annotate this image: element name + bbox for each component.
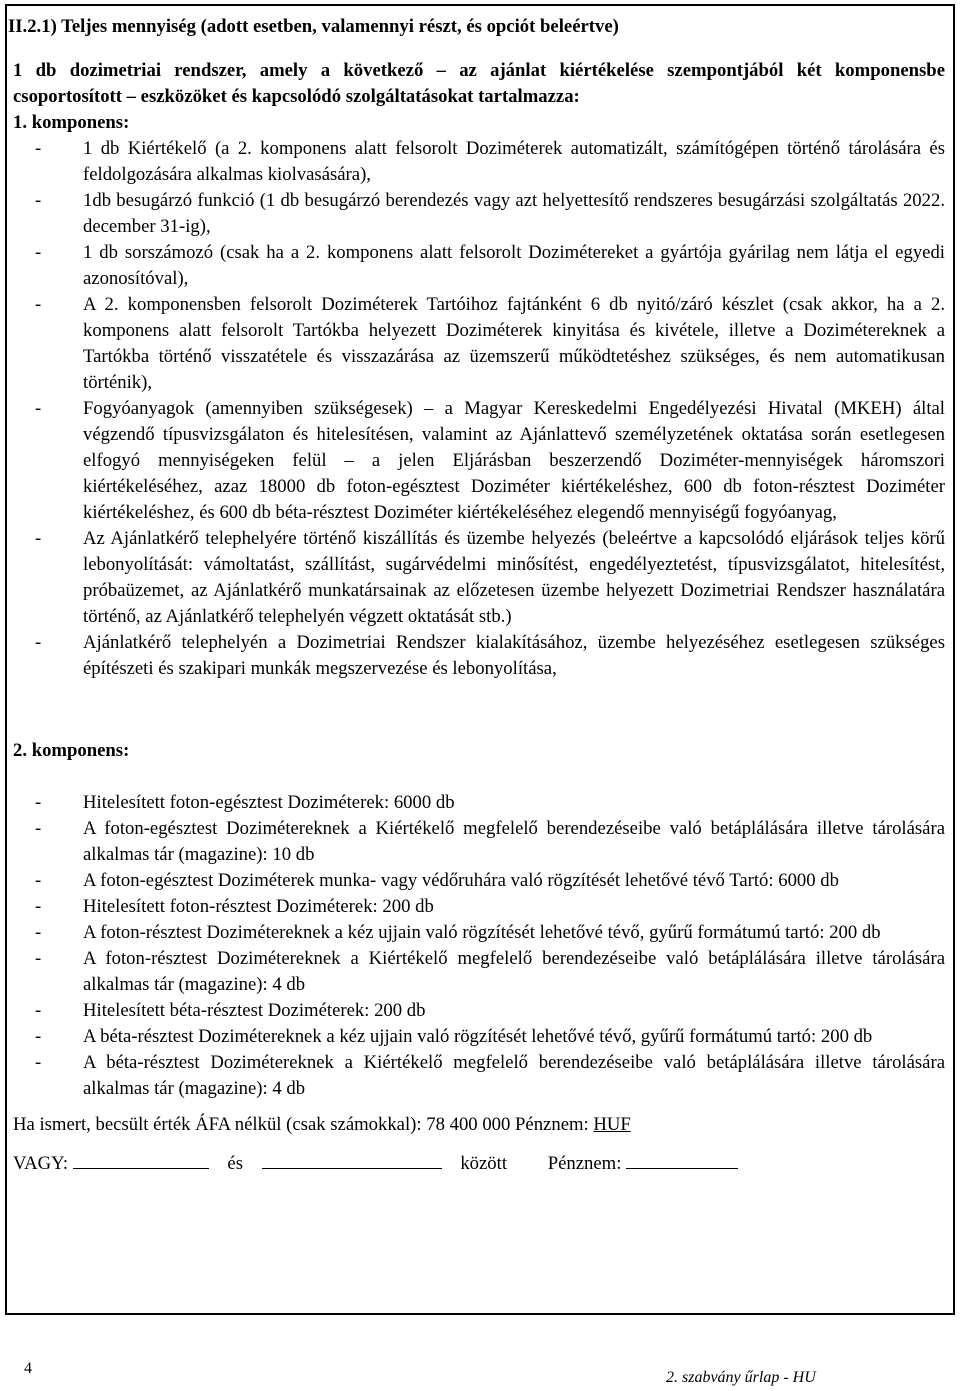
list-item bbox=[13, 526, 945, 630]
currency-blank bbox=[626, 1150, 738, 1169]
range-line bbox=[13, 1150, 945, 1177]
list-item bbox=[13, 894, 945, 920]
list-item bbox=[13, 1024, 945, 1050]
list-item-text: A foton-résztest Dozimétereknek a Kiértékelő megfelelő berendezéseibe való betáplálására illetve tárolására alkalmas tár (magazine): 4 db bbox=[83, 948, 945, 995]
list-item-text: Az Ajánlatkérő telephelyére történő kiszállítás és üzembe helyezés (beleértve a kapcsolódó eljárások teljes körű lebonyolítását: vámoltatást, szállítást, sugárvédelmi minősítést, engedélyeztetést, típusvizsgálatot, hitelesítést, próbaüzemet, az Ajánlatkérő munkatársainak az előzetesen üzembe helyezett Dozimetriai Rendszer használatára történő, az Ajánlatkérő telephelyén végzett oktatását stb.) bbox=[83, 528, 945, 627]
list-item bbox=[13, 136, 945, 188]
kozott-label: között bbox=[460, 1153, 508, 1174]
list-dash: - bbox=[35, 922, 42, 943]
es-label: és bbox=[227, 1153, 243, 1174]
list-item-text: A 2. komponensben felsorolt Doziméterek Tartóihoz fajtánként 6 db nyitó/záró készlet (csak akkor, ha a 2. komponens alatt felsorolt Tartókba helyezett Doziméterek kinyitása és kivétele, illetve a Dozimétereknek a Tartókba történő visszatétele és visszazárása az üzemszerű működtetéshez szükséges, és nem automatikusan történik), bbox=[83, 294, 945, 393]
list-dash: - bbox=[35, 896, 42, 917]
page-number: 4 bbox=[24, 1360, 32, 1377]
list-dash: - bbox=[35, 1052, 42, 1073]
currency-value: HUF bbox=[593, 1114, 631, 1135]
list-item-text: A béta-résztest Dozimétereknek a Kiértékelő megfelelő berendezéseibe való betáplálására illetve tárolására alkalmas tár (magazine): 4 db bbox=[83, 1052, 945, 1099]
list-dash: - bbox=[35, 1026, 42, 1047]
estimated-value-line bbox=[13, 1112, 945, 1138]
list-item-text: A foton-résztest Dozimétereknek a kéz ujjain való rögzítését lehetővé tévő, gyűrű formátumú tartó: 200 db bbox=[83, 922, 881, 943]
range-to-blank bbox=[262, 1150, 442, 1169]
list-item-text: Hitelesített foton-egésztest Doziméterek: 6000 db bbox=[83, 792, 455, 813]
form-label: 2. szabvány űrlap - HU bbox=[666, 1369, 816, 1386]
estimated-value-label: Ha ismert, becsült érték ÁFA nélkül (csak számokkal): 78 400 000 Pénznem: bbox=[13, 1114, 589, 1135]
list-item-text: Fogyóanyagok (amennyiben szükségesek) – a Magyar Kereskedelmi Engedélyezési Hivatal (MKEH) által végzendő típusvizsgálaton és hitelesítésen, valamint az Ajánlattevő személyzetének oktatása során esetlegesen elfogyó mennyiségeken felül – a jelen Eljárásban beszerzendő Doziméter-mennyiségek háromszori kiértékeléséhez, azaz 18000 db foton-egésztest Doziméter kiértékeléshez, 600 db foton-résztest Doziméter kiértékeléshez, és 600 db béta-résztest Doziméter kiértékeléséhez elegendő mennyiségű fogyóanyag, bbox=[83, 398, 945, 523]
list-dash: - bbox=[35, 138, 42, 159]
list-item-text: A béta-résztest Dozimétereknek a kéz ujjain való rögzítését lehetővé tévő, gyűrű formátumú tartó: 200 db bbox=[83, 1026, 873, 1047]
list-item-text: 1 db sorszámozó (csak ha a 2. komponens alatt felsorolt Dozimétereket a gyártója gyárilag nem látja el egyedi azonosítóval), bbox=[83, 242, 945, 289]
list-item-text: Hitelesített foton-résztest Doziméterek: 200 db bbox=[83, 896, 434, 917]
list-item bbox=[13, 396, 945, 526]
list-dash: - bbox=[35, 528, 42, 549]
section-title: II.2.1) Teljes mennyiség (adott esetben, valamennyi részt, és opciót beleértve) bbox=[8, 16, 619, 37]
list-item bbox=[13, 816, 945, 868]
list-dash: - bbox=[35, 242, 42, 263]
list-item-text: Ajánlatkérő telephelyén a Dozimetriai Rendszer kialakításához, üzembe helyezéséhez esetlegesen szükséges építészeti és szakipari munkák megszervezése és lebonyolítása, bbox=[83, 632, 945, 679]
component1-list bbox=[13, 136, 945, 682]
list-item bbox=[13, 188, 945, 240]
list-dash: - bbox=[35, 792, 42, 813]
list-dash: - bbox=[35, 948, 42, 969]
list-item-text: 1 db Kiértékelő (a 2. komponens alatt felsorolt Doziméterek automatizált, számítógépen történő tárolására és feldolgozására alkalmas kiolvasására), bbox=[83, 138, 945, 185]
list-item bbox=[13, 946, 945, 998]
penznem-label: Pénznem: bbox=[547, 1153, 622, 1174]
section-content bbox=[13, 58, 945, 1177]
intro-paragraph: 1 db dozimetriai rendszer, amely a következő – az ajánlat kiértékelése szempontjából két komponensbe csoportosított – eszközöket és kapcsolódó szolgáltatásokat tartalmazza: bbox=[13, 60, 945, 107]
list-item-text: Hitelesített béta-résztest Doziméterek: 200 db bbox=[83, 1000, 426, 1021]
list-dash: - bbox=[35, 1000, 42, 1021]
list-item bbox=[13, 240, 945, 292]
list-dash: - bbox=[35, 294, 42, 315]
list-item bbox=[13, 1050, 945, 1102]
list-item bbox=[13, 868, 945, 894]
list-item bbox=[13, 998, 945, 1024]
list-item-text: 1db besugárzó funkció (1 db besugárzó berendezés vagy azt helyettesítő rendszeres besugárzási szolgáltatás 2022. december 31-ig), bbox=[83, 190, 945, 237]
list-item-text: A foton-egésztest Dozimétereknek a Kiértékelő megfelelő berendezéseibe való betáplálására illetve tárolására alkalmas tár (magazine): 10 db bbox=[83, 818, 945, 865]
list-item-text: A foton-egésztest Doziméterek munka- vagy védőruhára való rögzítését lehetővé tévő Tartó: 6000 db bbox=[83, 870, 839, 891]
list-dash: - bbox=[35, 398, 42, 419]
list-item bbox=[13, 292, 945, 396]
list-dash: - bbox=[35, 818, 42, 839]
component2-heading: 2. komponens: bbox=[13, 740, 130, 761]
range-from-blank bbox=[73, 1150, 209, 1169]
list-item bbox=[13, 920, 945, 946]
list-dash: - bbox=[35, 632, 42, 653]
component2-list bbox=[13, 790, 945, 1102]
vagy-label: VAGY: bbox=[13, 1153, 69, 1174]
list-dash: - bbox=[35, 870, 42, 891]
component1-heading: 1. komponens: bbox=[13, 112, 130, 133]
list-item bbox=[13, 630, 945, 682]
list-item bbox=[13, 790, 945, 816]
list-dash: - bbox=[35, 190, 42, 211]
